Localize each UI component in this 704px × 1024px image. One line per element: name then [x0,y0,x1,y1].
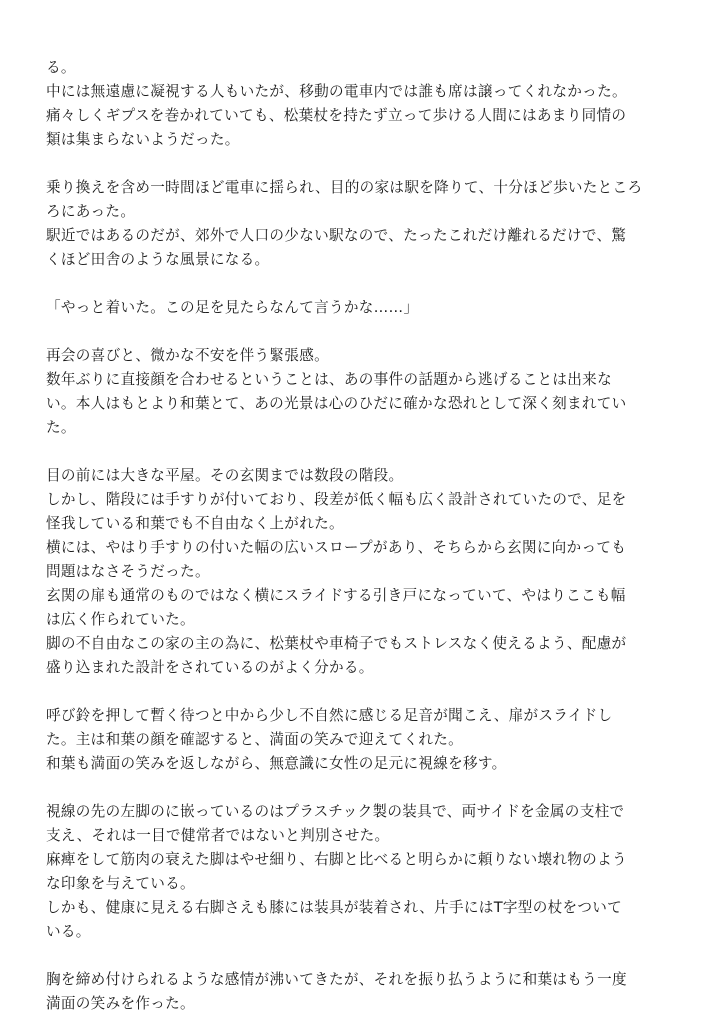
text-line: 怪我している和葉でも不自由なく上がれた。 [46,515,344,532]
paragraph-gap [46,680,662,704]
paragraph-gap [46,152,662,176]
text-line: 類は集まらないようだった。 [46,131,240,148]
text-line: 問題はなさそうだった。 [46,563,210,580]
text-line: 視線の先の左脚のに嵌っているのはプラスチック製の装具で、両サイドを金属の支柱で [46,803,625,820]
paragraph-gap [46,272,662,296]
text-line: 横には、やはり手すりの付いた幅の広いスロープがあり、そちらから玄関に向かっても [46,539,627,556]
text-line: い。本人はもとより和葉とて、あの光景は心のひだに確かな恐れとして深く刻まれてい [46,395,627,412]
text-line: 数年ぶりに直接顔を合わせるということは、あの事件の話題から逃げることは出来な [46,371,612,388]
text-line: 支え、それは一目で健常者ではないと判別させた。 [46,827,390,844]
text-line: 麻痺をして筋肉の衰えた脚はやせ細り、右脚と比べると明らかに頼りない壊れ物のよう [46,851,627,868]
text-line: 駅近ではあるのだが、郊外で人口の少ない駅なので、たったこれだけ離れるだけで、驚 [46,227,627,244]
text-line: 乗り換えを含め一時間ほど電車に揺られ、目的の家は駅を降りて、十分ほど歩いたところ [46,179,643,196]
text-line: た。 [46,419,76,436]
text-line: 満面の笑みを作った。 [46,995,195,1012]
paragraph-gap [46,776,662,800]
text-line: 盛り込まれた設計をされているのがよく分かる。 [46,659,374,676]
text-line: 中には無遠慮に凝視する人もいたが、移動の電車内では誰も席は譲ってくれなかった。 [46,83,627,100]
text-line: いる。 [46,923,91,940]
text-line: しかし、階段には手すりが付いており、段差が低く幅も広く設計されていたので、足を [46,491,627,508]
text-line: 痛々しくギプスを巻かれていても、松葉杖を持たず立って歩ける人間にはあまり同情の [46,107,627,124]
paragraph-gap [46,440,662,464]
text-line: る。 [46,59,76,76]
text-line: 胸を締め付けられるような感情が沸いてきたが、それを振り払うように和葉はもう一度 [46,971,627,988]
text-line: 和葉も満面の笑みを返しながら、無意識に女性の足元に視線を移す。 [46,755,507,772]
text-line: 呼び鈴を押して暫く待つと中から少し不自然に感じる足音が聞こえ、扉がスライドし [46,707,613,724]
paragraph-gap [46,320,662,344]
text-line: 目の前には大きな平屋。その玄関までは数段の階段。 [46,467,404,484]
text-line: な印象を与えている。 [46,875,195,892]
text-line: 再会の喜びと、微かな不安を伴う緊張感。 [46,347,329,364]
paragraph-gap [46,944,662,968]
text-line: 「やっと着いた。この足を見たらなんて言うかな……」 [46,299,419,316]
body-text [46,56,662,1016]
text-line: 玄関の扉も通常のものではなく横にスライドする引き戸になっていて、やはりここも幅 [46,587,626,604]
text-line: 脚の不自由なこの家の主の為に、松葉杖や車椅子でもストレスなく使えるよう、配慮が [46,635,627,652]
text-line: た。主は和葉の顔を確認すると、満面の笑みで迎えてくれた。 [46,731,464,748]
text-line: しかも、健康に見える右脚さえも膝には装具が装着され、片手にはT字型の杖をついて [46,899,623,916]
text-line: は広く作られていた。 [46,611,195,628]
text-line: ろにあった。 [46,203,136,220]
text-line: くほど田舎のような風景になる。 [46,251,270,268]
